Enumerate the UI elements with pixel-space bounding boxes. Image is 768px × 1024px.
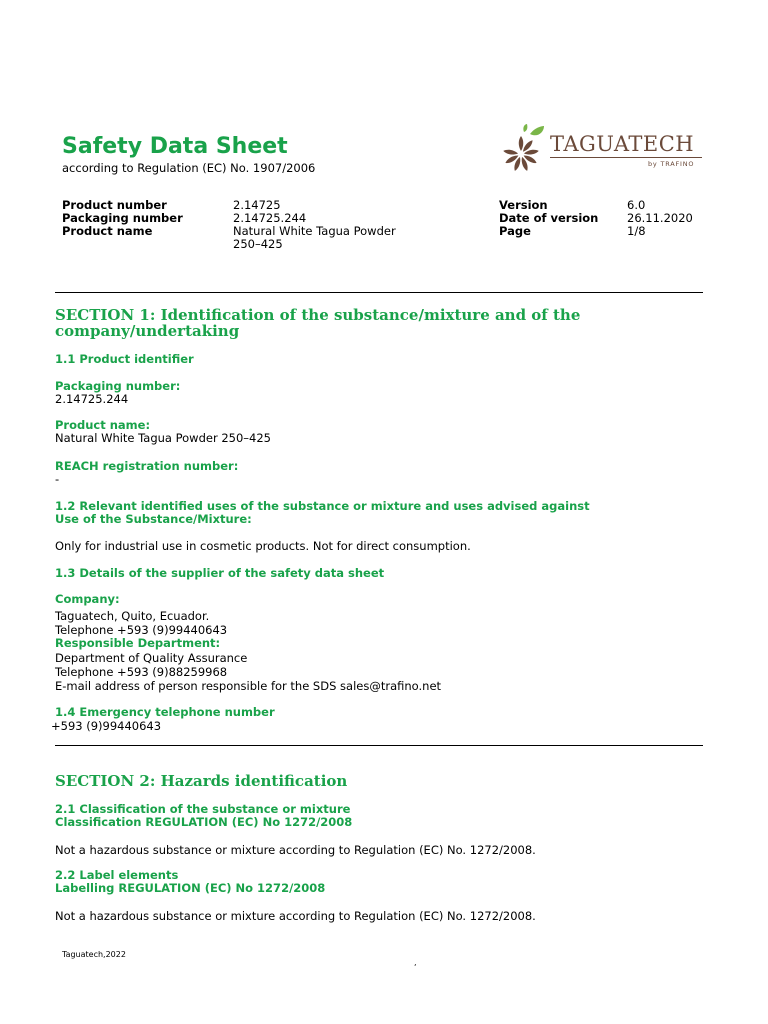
- subsection-1-3-heading: 1.3 Details of the supplier of the safety data sheet: [55, 566, 385, 580]
- product-number-label: Product number: [62, 198, 167, 212]
- divider-top: [55, 292, 703, 293]
- logo-wordmark: TAGUATECH: [550, 132, 695, 156]
- company-phone: Telephone +593 (9)99440643: [55, 623, 228, 637]
- date-of-version-value: 26.11.2020: [627, 211, 693, 225]
- footer-copyright: Taguatech,2022: [62, 950, 126, 959]
- responsible-department-value: Department of Quality Assurance: [55, 651, 248, 665]
- emergency-phone: +593 (9)99440643: [51, 719, 162, 733]
- subsection-1-4-heading: 1.4 Emergency telephone number: [55, 705, 275, 719]
- responsible-department-label: Responsible Department:: [55, 636, 221, 650]
- logo-subtext: by TRAFINO: [648, 160, 695, 168]
- reach-label: REACH registration number:: [55, 459, 239, 473]
- section1-heading-line1: SECTION 1: Identification of the substance/mixture and of the: [55, 306, 581, 324]
- product-name-value-line2: 250–425: [233, 237, 283, 251]
- reach-value: -: [55, 472, 60, 486]
- sds-email-line: E-mail address of person responsible for the SDS sales@trafino.net: [55, 679, 442, 693]
- divider-middle: [55, 745, 703, 746]
- page-value: 1/8: [627, 224, 646, 238]
- subsection-2-2-heading-line1: 2.2 Label elements: [55, 868, 179, 882]
- product-name-label: Product name: [62, 224, 153, 238]
- company-label: Company:: [55, 592, 120, 606]
- packaging-number-value: 2.14725.244: [233, 211, 307, 225]
- version-label: Version: [499, 198, 548, 212]
- subsection-2-1-heading-line2: Classification REGULATION (EC) No 1272/2008: [55, 815, 353, 829]
- footer-mark: ,: [414, 958, 417, 967]
- product-name-value-line1: Natural White Tagua Powder: [233, 224, 396, 238]
- subsection-1-2-heading-line1: 1.2 Relevant identified uses of the substance or mixture and uses advised against: [55, 499, 590, 513]
- subsection-2-2-heading-line2: Labelling REGULATION (EC) No 1272/2008: [55, 881, 326, 895]
- product-name-field-value: Natural White Tagua Powder 250–425: [55, 431, 272, 445]
- regulation-subtitle: according to Regulation (EC) No. 1907/2006: [62, 161, 316, 175]
- labelling-statement: Not a hazardous substance or mixture according to Regulation (EC) No. 1272/2008.: [55, 909, 536, 923]
- document-title: Safety Data Sheet: [62, 134, 288, 159]
- company-logo: [500, 124, 710, 176]
- date-of-version-label: Date of version: [499, 211, 599, 225]
- classification-statement: Not a hazardous substance or mixture according to Regulation (EC) No. 1272/2008.: [55, 843, 536, 857]
- section1-heading-line2: company/undertaking: [55, 322, 240, 340]
- packaging-number-field-label: Packaging number:: [55, 379, 181, 393]
- product-name-field-label: Product name:: [55, 418, 151, 432]
- subsection-2-1-heading-line1: 2.1 Classification of the substance or mixture: [55, 802, 351, 816]
- page-label: Page: [499, 224, 531, 238]
- product-number-value: 2.14725: [233, 198, 281, 212]
- version-value: 6.0: [627, 198, 646, 212]
- logo-divider: [550, 157, 702, 158]
- tagua-leaf-logo-icon: [500, 124, 546, 176]
- subsection-1-2-heading-line2: Use of the Substance/Mixture:: [55, 512, 252, 526]
- use-description: Only for industrial use in cosmetic products. Not for direct consumption.: [55, 539, 471, 553]
- subsection-1-1-heading: 1.1 Product identifier: [55, 352, 194, 366]
- responsible-phone: Telephone +593 (9)88259968: [55, 665, 228, 679]
- section2-heading: SECTION 2: Hazards identification: [55, 772, 348, 790]
- packaging-number-field-value: 2.14725.244: [55, 392, 129, 406]
- company-value: Taguatech, Quito, Ecuador.: [55, 609, 210, 623]
- packaging-number-label: Packaging number: [62, 211, 183, 225]
